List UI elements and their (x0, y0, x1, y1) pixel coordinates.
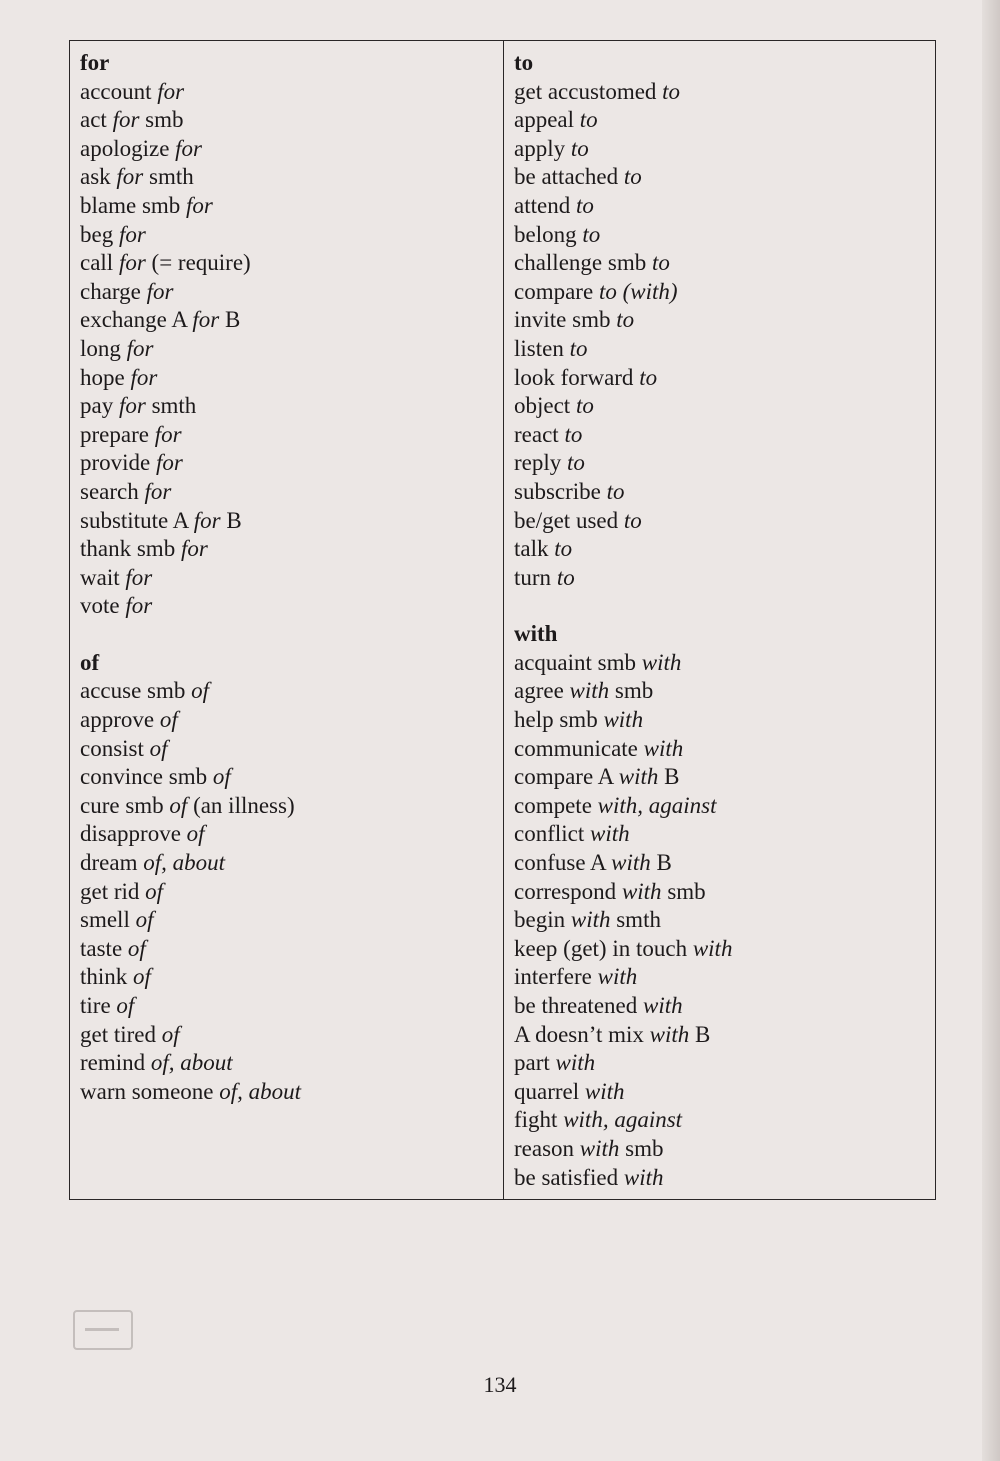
preposition-text: for (125, 593, 153, 619)
page-number: 134 (483, 1372, 517, 1397)
preposition-text: to (616, 307, 635, 333)
preposition-text: of (169, 792, 188, 818)
preposition-text: of, about (150, 1050, 233, 1076)
preposition-text: of (149, 735, 168, 761)
verb-entry (514, 1164, 732, 1193)
verb-text: smth (143, 164, 194, 190)
verb-entry (514, 792, 732, 821)
preposition-text: for (156, 450, 183, 476)
verb-text: invite smb (514, 307, 617, 333)
verb-entry (514, 1021, 732, 1050)
preposition-text: with (584, 1078, 625, 1104)
stamp-mark-icon (73, 1310, 133, 1350)
verb-entry (80, 135, 301, 164)
verb-text: warn someone (80, 1078, 220, 1104)
preposition-text: with (643, 735, 684, 761)
preposition-text: of (212, 764, 231, 790)
preposition-text: of (191, 678, 210, 704)
verb-entry (514, 735, 732, 764)
verb-entry (514, 535, 732, 564)
preposition-text: for (125, 564, 153, 590)
verb-text: attend (514, 192, 576, 218)
verb-entry (80, 392, 301, 421)
preposition-text: to (564, 421, 583, 447)
verb-entry (514, 1106, 732, 1135)
verb-entry (80, 820, 301, 849)
verb-entry (514, 763, 732, 792)
verb-text: smell (80, 907, 136, 933)
verb-entry (514, 421, 732, 450)
preposition-text: for (193, 507, 221, 533)
verb-text: reply (514, 450, 568, 476)
preposition-text: with (570, 907, 611, 933)
verb-entry (80, 992, 301, 1021)
preposition-text: to (554, 536, 573, 562)
verb-entry (80, 677, 301, 706)
preposition-text: with (692, 935, 733, 961)
preposition-text: for (118, 250, 146, 276)
preposition-text: to (575, 393, 594, 419)
preposition-text: of (127, 935, 146, 961)
verb-text: call (80, 250, 119, 276)
preposition-text: with (621, 878, 662, 904)
verb-text: prepare (80, 421, 155, 447)
verb-text: pay (80, 393, 119, 419)
verb-entry (514, 106, 732, 135)
verb-entry (80, 78, 301, 107)
preposition-text: with (611, 850, 651, 876)
preposition-text: to (567, 450, 585, 476)
verb-entry (80, 935, 301, 964)
verb-entry (80, 478, 301, 507)
verb-text: accuse smb (80, 678, 192, 704)
verb-text: B (658, 764, 680, 790)
verb-text: react (514, 421, 565, 447)
verb-text: agree (514, 678, 570, 704)
verb-text: (= require) (145, 250, 251, 276)
verb-text: smb (661, 878, 706, 904)
preposition-text: for (154, 421, 182, 447)
verb-text: hope (80, 364, 131, 390)
verb-entry (80, 163, 301, 192)
verb-text: vote (80, 593, 126, 619)
preposition-section-to (514, 49, 732, 592)
verb-entry (514, 392, 732, 421)
verb-entry (80, 735, 301, 764)
left-column (80, 49, 301, 1106)
preposition-text: with (569, 678, 610, 704)
verb-text: dream (80, 850, 144, 876)
verb-text: search (80, 478, 145, 504)
preposition-text: to (570, 135, 589, 161)
verb-entry (80, 1021, 301, 1050)
verb-entry (80, 278, 301, 307)
verb-entry (80, 335, 301, 364)
preposition-text: for (146, 278, 174, 304)
preposition-text: for (116, 164, 144, 190)
verb-entry (514, 278, 732, 307)
preposition-text: with (579, 1135, 620, 1161)
verb-text: be attached (514, 164, 624, 190)
verb-entry (514, 677, 732, 706)
verb-text: fight (514, 1107, 564, 1133)
verb-entry (80, 449, 301, 478)
preposition-text: with (603, 707, 644, 733)
verb-text: thank smb (80, 536, 181, 562)
verb-text: exchange A (80, 307, 193, 333)
verb-entry (514, 935, 732, 964)
preposition-text: with, against (597, 792, 717, 818)
verb-entry (514, 906, 732, 935)
verb-text: tire (80, 993, 117, 1018)
preposition-text: for (180, 536, 208, 562)
verb-text: compete (514, 792, 598, 818)
verb-text: B (220, 507, 242, 533)
verb-text: listen (514, 335, 570, 361)
verb-text: charge (80, 278, 147, 304)
verb-entry (514, 78, 732, 107)
verb-text: smth (145, 393, 197, 419)
section-heading: with (514, 621, 558, 647)
preposition-text: with, against (563, 1107, 683, 1133)
preposition-text: to (556, 564, 575, 590)
preposition-text: to (662, 78, 681, 104)
preposition-text: for (118, 393, 146, 419)
verb-entry (514, 335, 732, 364)
verb-text: keep (get) in touch (514, 935, 693, 961)
preposition-text: of (116, 993, 135, 1018)
verb-text: smb (609, 678, 654, 704)
verb-entry (514, 820, 732, 849)
verb-text: be/get used (514, 507, 624, 533)
verb-entry (514, 192, 732, 221)
preposition-text: with (590, 821, 630, 847)
verb-text: approve (80, 707, 160, 733)
verb-text: quarrel (514, 1078, 585, 1104)
verb-text: B (650, 850, 672, 876)
preposition-text: to (579, 107, 598, 133)
preposition-text: of (159, 707, 178, 733)
verb-entry (514, 1078, 732, 1107)
preposition-text: with (555, 1050, 596, 1076)
verb-entry (514, 992, 732, 1021)
preposition-text: for (175, 135, 202, 161)
verb-text: get rid (80, 878, 146, 904)
verb-text: communicate (514, 735, 644, 761)
section-heading: to (514, 50, 534, 75)
verb-text: smth (610, 907, 661, 933)
verb-text: correspond (514, 878, 622, 904)
verb-entry (514, 135, 732, 164)
verb-entry (80, 792, 301, 821)
preposition-text: for (192, 307, 220, 333)
verb-entry (80, 106, 301, 135)
verb-text: cure smb (80, 792, 170, 818)
verb-text: reason (514, 1135, 580, 1161)
preposition-text: with (597, 964, 638, 990)
section-heading: for (80, 50, 110, 75)
verb-text: compare (514, 278, 599, 304)
verb-entry (514, 507, 732, 536)
verb-text: long (80, 335, 127, 361)
verb-text: talk (514, 536, 555, 562)
verb-entry (80, 763, 301, 792)
verb-text: begin (514, 907, 571, 933)
verb-text: disapprove (80, 821, 187, 847)
verb-text: get tired (80, 1021, 162, 1047)
verb-text: get accustomed (514, 78, 663, 104)
verb-entry (514, 364, 732, 393)
verb-text: part (514, 1050, 556, 1076)
verb-entry (80, 221, 301, 250)
verb-text: conflict (514, 821, 590, 847)
verb-entry (514, 1049, 732, 1078)
preposition-text: to (623, 164, 642, 190)
verb-text: substitute A (80, 507, 194, 533)
page-edge-shadow (982, 0, 1000, 1461)
verb-text: look forward (514, 364, 640, 390)
verb-entry (80, 507, 301, 536)
verb-text: interfere (514, 964, 598, 990)
preposition-text: to (575, 192, 594, 218)
preposition-section-for (80, 49, 301, 621)
verb-text: be satisfied (514, 1164, 624, 1190)
verb-entry (80, 421, 301, 450)
preposition-text: of, about (219, 1078, 302, 1104)
verb-text: (an illness) (187, 792, 295, 818)
preposition-text: with (618, 764, 659, 790)
verb-text: account (80, 78, 158, 104)
verb-text: taste (80, 935, 128, 961)
preposition-section-with (514, 620, 732, 1192)
verb-entry (80, 1049, 301, 1078)
verb-entry (514, 249, 732, 278)
preposition-text: with (649, 1021, 690, 1047)
verb-entry (80, 963, 301, 992)
verb-entry (80, 192, 301, 221)
verb-text: challenge smb (514, 250, 652, 276)
verb-text: blame smb (80, 192, 187, 218)
verb-entry (80, 535, 301, 564)
verb-text: A doesn’t mix (514, 1021, 650, 1047)
verb-entry (514, 963, 732, 992)
preposition-text: for (144, 478, 172, 504)
preposition-text: to (651, 250, 670, 276)
preposition-text: to (569, 335, 588, 361)
preposition-text: with (623, 1164, 664, 1190)
verb-text: provide (80, 450, 157, 476)
verb-text: consist (80, 735, 150, 761)
preposition-text: to (639, 364, 658, 390)
verb-entry (514, 849, 732, 878)
verb-entry (514, 1135, 732, 1164)
verb-text: remind (80, 1050, 151, 1076)
verb-text: act (80, 107, 113, 133)
preposition-text: to (623, 507, 642, 533)
verb-text: smb (619, 1135, 664, 1161)
verb-entry (514, 221, 732, 250)
verb-entry (80, 878, 301, 907)
verb-entry (80, 706, 301, 735)
preposition-text: of (145, 878, 164, 904)
preposition-text: to (606, 478, 625, 504)
preposition-text: for (118, 221, 146, 247)
verb-entry (514, 163, 732, 192)
preposition-text: for (157, 78, 185, 104)
verb-entry (80, 564, 301, 593)
preposition-text: of (186, 821, 205, 847)
verb-entry (514, 706, 732, 735)
verb-text: ask (80, 164, 117, 190)
verb-entry (80, 906, 301, 935)
verb-text: convince smb (80, 764, 213, 790)
verb-entry (514, 564, 732, 593)
column-divider (503, 41, 504, 1199)
verb-entry (514, 478, 732, 507)
verb-text: think (80, 964, 134, 990)
verb-text: smb (139, 107, 184, 133)
preposition-text: of (133, 964, 151, 990)
preposition-text: with (641, 649, 682, 675)
verb-text: confuse A (514, 850, 612, 876)
preposition-section-of (80, 649, 301, 1107)
preposition-text: for (186, 192, 213, 218)
verb-text: B (689, 1021, 711, 1047)
verb-entry (80, 1078, 301, 1107)
verb-text: wait (80, 564, 126, 590)
preposition-text: of (161, 1021, 180, 1047)
verb-entry (80, 592, 301, 621)
preposition-text: to (with) (598, 278, 678, 304)
verb-text: appeal (514, 107, 580, 133)
preposition-text: for (126, 335, 154, 361)
section-heading: of (80, 649, 100, 675)
verb-text: be threatened (514, 993, 643, 1018)
preposition-text: of (135, 907, 154, 933)
verb-preposition-table (69, 40, 936, 1200)
verb-text: object (514, 393, 576, 419)
preposition-text: with (642, 993, 683, 1018)
verb-text: turn (514, 564, 557, 590)
verb-text: belong (514, 221, 583, 247)
verb-entry (514, 306, 732, 335)
verb-text: B (219, 307, 241, 333)
verb-entry (80, 849, 301, 878)
verb-entry (514, 878, 732, 907)
verb-entry (80, 364, 301, 393)
verb-entry (514, 449, 732, 478)
verb-text: apply (514, 135, 571, 161)
verb-entry (80, 306, 301, 335)
verb-text: acquaint smb (514, 649, 642, 675)
verb-entry (80, 249, 301, 278)
verb-text: apologize (80, 135, 176, 161)
verb-text: help smb (514, 707, 604, 733)
verb-text: subscribe (514, 478, 607, 504)
verb-text: beg (80, 221, 119, 247)
verb-text: compare A (514, 764, 619, 790)
right-column (514, 49, 732, 1192)
preposition-text: to (582, 221, 601, 247)
preposition-text: of, about (143, 850, 225, 876)
preposition-text: for (112, 107, 140, 133)
preposition-text: for (130, 364, 158, 390)
verb-entry (514, 649, 732, 678)
